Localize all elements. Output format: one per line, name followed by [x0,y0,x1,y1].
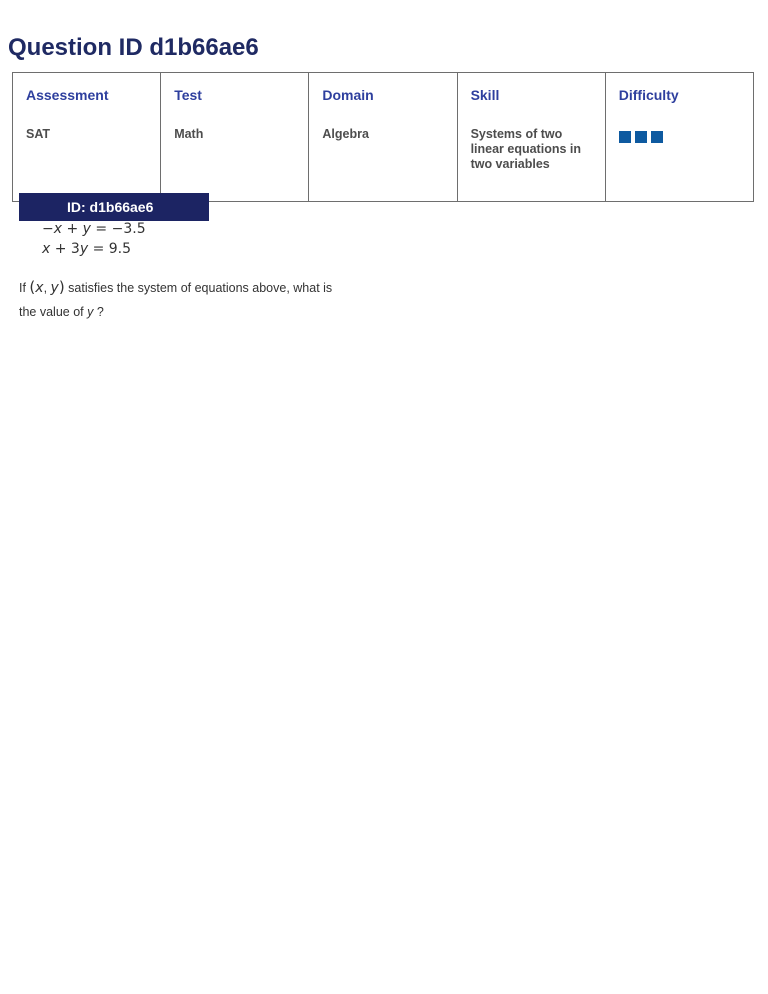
equation-1 [42,219,146,239]
difficulty-square [635,131,647,143]
equation-2-operator: + 3 [50,241,80,257]
equation-1-var-x: x [53,221,63,237]
question-var-y: y [50,280,59,296]
domain-header: Domain [309,73,457,125]
question-id-badge: ID: d1b66ae6 [19,193,209,221]
question-comma: , [43,281,51,295]
difficulty-header: Difficulty [605,73,753,125]
question-middle-text: satisfies the system of equations above, what is the value of [19,281,333,319]
question-text [19,275,339,324]
open-paren: ( [29,278,36,296]
difficulty-square [619,131,631,143]
page-title: Question ID d1b66ae6 [8,34,259,61]
difficulty-value [605,125,753,202]
equation-2-var-y: y [79,241,89,257]
assessment-header: Assessment [13,73,161,125]
equation-2 [42,239,146,259]
question-suffix: ? [93,305,104,319]
equation-2-var-x: x [42,241,51,257]
close-paren: ) [58,278,65,296]
difficulty-square [651,131,663,143]
metadata-header-row [13,73,754,125]
test-header: Test [161,73,309,125]
question-var-x: x [35,280,44,296]
equation-1-operator: + [62,221,83,237]
question-target-var: y [87,305,94,319]
assessment-value: SAT [13,125,161,202]
test-value: Math [161,125,309,202]
equation-2-rhs: = 9.5 [88,241,132,257]
system-of-equations [42,219,146,259]
equation-1-rhs: = −3.5 [90,221,146,237]
skill-header: Skill [457,73,605,125]
domain-value: Algebra [309,125,457,202]
difficulty-indicator [619,131,740,143]
skill-value: Systems of two linear equations in two variables [457,125,605,202]
metadata-value-row [13,125,754,202]
question-prefix: If [19,281,30,295]
equation-1-var-y: y [82,221,91,237]
question-metadata-table [12,72,754,202]
equation-1-minus-sign: − [42,221,54,237]
